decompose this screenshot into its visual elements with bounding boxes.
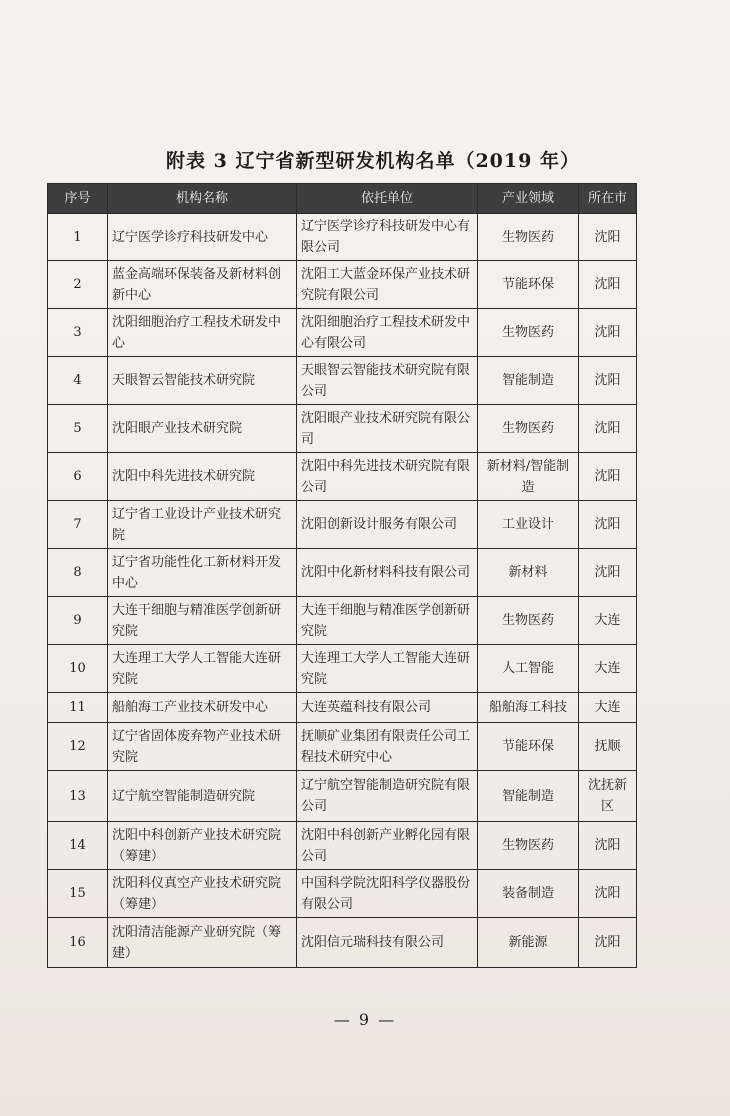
table-row bbox=[48, 261, 637, 309]
cell-org: 沈阳工大蓝金环保产业技术研究院有限公司 bbox=[297, 261, 478, 309]
table-row bbox=[48, 501, 637, 549]
column-header-org: 依托单位 bbox=[297, 184, 478, 214]
cell-city: 沈阳 bbox=[579, 405, 637, 453]
column-header-name: 机构名称 bbox=[108, 184, 297, 214]
cell-no: 4 bbox=[48, 357, 108, 405]
cell-no: 10 bbox=[48, 645, 108, 693]
cell-city: 沈阳 bbox=[579, 501, 637, 549]
table-row bbox=[48, 645, 637, 693]
cell-city: 沈阳 bbox=[579, 870, 637, 918]
cell-city: 沈阳 bbox=[579, 549, 637, 597]
cell-no: 8 bbox=[48, 549, 108, 597]
cell-no: 12 bbox=[48, 723, 108, 771]
cell-name: 蓝金高端环保装备及新材料创新中心 bbox=[108, 261, 297, 309]
page-number: — 9 — bbox=[333, 1010, 397, 1029]
cell-org: 抚顺矿业集团有限责任公司工程技术研究中心 bbox=[297, 723, 478, 771]
cell-city: 沈抚新区 bbox=[579, 771, 637, 822]
cell-no: 7 bbox=[48, 501, 108, 549]
cell-name: 沈阳清洁能源产业研究院（筹建） bbox=[108, 918, 297, 968]
cell-city: 抚顺 bbox=[579, 723, 637, 771]
cell-org: 辽宁航空智能制造研究院有限公司 bbox=[297, 771, 478, 822]
cell-org: 沈阳细胞治疗工程技术研发中心有限公司 bbox=[297, 309, 478, 357]
cell-city: 沈阳 bbox=[579, 822, 637, 870]
cell-name: 沈阳中科先进技术研究院 bbox=[108, 453, 297, 501]
cell-name: 辽宁省固体废弃物产业技术研究院 bbox=[108, 723, 297, 771]
table-row bbox=[48, 771, 637, 822]
cell-no: 11 bbox=[48, 693, 108, 723]
cell-org: 大连干细胞与精准医学创新研究院 bbox=[297, 597, 478, 645]
table-row bbox=[48, 597, 637, 645]
cell-org: 大连英蕴科技有限公司 bbox=[297, 693, 478, 723]
cell-org: 沈阳中科创新产业孵化园有限公司 bbox=[297, 822, 478, 870]
cell-field: 新能源 bbox=[478, 918, 579, 968]
cell-no: 16 bbox=[48, 918, 108, 968]
cell-name: 辽宁航空智能制造研究院 bbox=[108, 771, 297, 822]
cell-city: 沈阳 bbox=[579, 918, 637, 968]
cell-city: 沈阳 bbox=[579, 453, 637, 501]
table-row bbox=[48, 918, 637, 968]
table-row bbox=[48, 870, 637, 918]
table-row bbox=[48, 309, 637, 357]
cell-field: 人工智能 bbox=[478, 645, 579, 693]
cell-name: 沈阳细胞治疗工程技术研发中心 bbox=[108, 309, 297, 357]
column-header-field: 产业领域 bbox=[478, 184, 579, 214]
cell-no: 9 bbox=[48, 597, 108, 645]
document-title: 附表 3 辽宁省新型研发机构名单（2019 年） bbox=[166, 150, 580, 172]
cell-name: 天眼智云智能技术研究院 bbox=[108, 357, 297, 405]
cell-org: 沈阳眼产业技术研究院有限公司 bbox=[297, 405, 478, 453]
cell-name: 大连干细胞与精准医学创新研究院 bbox=[108, 597, 297, 645]
cell-org: 沈阳中化新材料科技有限公司 bbox=[297, 549, 478, 597]
cell-no: 15 bbox=[48, 870, 108, 918]
cell-no: 5 bbox=[48, 405, 108, 453]
cell-field: 节能环保 bbox=[478, 261, 579, 309]
cell-no: 6 bbox=[48, 453, 108, 501]
cell-field: 生物医药 bbox=[478, 309, 579, 357]
cell-name: 大连理工大学人工智能大连研究院 bbox=[108, 645, 297, 693]
cell-org: 中国科学院沈阳科学仪器股份有限公司 bbox=[297, 870, 478, 918]
cell-field: 节能环保 bbox=[478, 723, 579, 771]
cell-name: 辽宁省功能性化工新材料开发中心 bbox=[108, 549, 297, 597]
cell-name: 辽宁医学诊疗科技研发中心 bbox=[108, 214, 297, 261]
column-header-city: 所在市 bbox=[579, 184, 637, 214]
cell-name: 沈阳科仪真空产业技术研究院（筹建） bbox=[108, 870, 297, 918]
cell-no: 13 bbox=[48, 771, 108, 822]
table-row bbox=[48, 214, 637, 261]
cell-name: 船舶海工产业技术研发中心 bbox=[108, 693, 297, 723]
cell-field: 新材料 bbox=[478, 549, 579, 597]
cell-org: 大连理工大学人工智能大连研究院 bbox=[297, 645, 478, 693]
cell-name: 沈阳中科创新产业技术研究院（筹建） bbox=[108, 822, 297, 870]
cell-org: 沈阳信元瑞科技有限公司 bbox=[297, 918, 478, 968]
cell-name: 沈阳眼产业技术研究院 bbox=[108, 405, 297, 453]
cell-field: 智能制造 bbox=[478, 771, 579, 822]
cell-field: 装备制造 bbox=[478, 870, 579, 918]
cell-no: 1 bbox=[48, 214, 108, 261]
cell-field: 智能制造 bbox=[478, 357, 579, 405]
cell-city: 大连 bbox=[579, 597, 637, 645]
cell-name: 辽宁省工业设计产业技术研究院 bbox=[108, 501, 297, 549]
cell-city: 大连 bbox=[579, 645, 637, 693]
table-row bbox=[48, 357, 637, 405]
cell-no: 3 bbox=[48, 309, 108, 357]
table-row bbox=[48, 453, 637, 501]
table-row bbox=[48, 693, 637, 723]
cell-city: 沈阳 bbox=[579, 309, 637, 357]
cell-field: 新材料/智能制造 bbox=[478, 453, 579, 501]
table-row bbox=[48, 405, 637, 453]
cell-org: 沈阳中科先进技术研究院有限公司 bbox=[297, 453, 478, 501]
table-header-row bbox=[48, 184, 637, 214]
cell-org: 天眼智云智能技术研究院有限公司 bbox=[297, 357, 478, 405]
institution-table bbox=[47, 183, 637, 968]
cell-field: 生物医药 bbox=[478, 597, 579, 645]
column-header-no: 序号 bbox=[48, 184, 108, 214]
cell-org: 沈阳创新设计服务有限公司 bbox=[297, 501, 478, 549]
cell-no: 2 bbox=[48, 261, 108, 309]
cell-field: 生物医药 bbox=[478, 405, 579, 453]
cell-city: 沈阳 bbox=[579, 261, 637, 309]
table-row bbox=[48, 822, 637, 870]
cell-city: 沈阳 bbox=[579, 214, 637, 261]
cell-field: 生物医药 bbox=[478, 214, 579, 261]
cell-org: 辽宁医学诊疗科技研发中心有限公司 bbox=[297, 214, 478, 261]
table-row bbox=[48, 549, 637, 597]
table-row bbox=[48, 723, 637, 771]
cell-field: 船舶海工科技 bbox=[478, 693, 579, 723]
cell-field: 生物医药 bbox=[478, 822, 579, 870]
cell-city: 沈阳 bbox=[579, 357, 637, 405]
cell-no: 14 bbox=[48, 822, 108, 870]
cell-city: 大连 bbox=[579, 693, 637, 723]
cell-field: 工业设计 bbox=[478, 501, 579, 549]
